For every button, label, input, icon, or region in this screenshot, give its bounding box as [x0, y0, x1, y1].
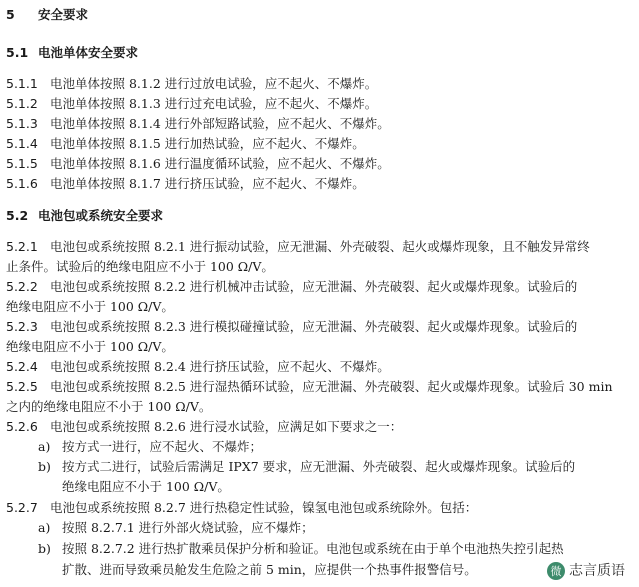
clause-text-line-2: 绝缘电阻应不小于 100 Ω/V。: [6, 299, 174, 314]
subsection-title: 电池包或系统安全要求: [38, 208, 164, 223]
clause-text-line-1: 电池包或系统按照 8.2.6 进行浸水试验，应满足如下要求之一：: [50, 419, 403, 434]
watermark-text: 志言质语: [569, 562, 625, 579]
clause-number: 5.1.6: [6, 176, 38, 191]
list-item-text-line-2: 扩散、进而导致乘员舱发生危险之前 5 min，应提供一个热事件报警信号。: [62, 562, 477, 577]
clause-number: 5.1.5: [6, 156, 38, 171]
list-item-text-line-1: 按方式二进行，试验后需满足 IPX7 要求，应无泄漏、外壳破裂、起火或爆炸现象。试验后的: [62, 459, 576, 474]
clause-number: 5.1.2: [6, 96, 38, 111]
clause-text-line-1: 电池包或系统按照 8.2.2 进行机械冲击试验，应无泄漏、外壳破裂、起火或爆炸现象。试验后的: [50, 279, 578, 294]
section-title: 安全要求: [38, 7, 89, 22]
clause-number: 5.2.6: [6, 419, 38, 434]
list-marker: a): [38, 439, 51, 454]
list-marker: a): [38, 520, 51, 535]
clause-text: 电池单体按照 8.1.4 进行外部短路试验，应不起火、不爆炸。: [50, 116, 390, 131]
clause-number: 5.2.3: [6, 319, 38, 334]
clause-text-line-1: 电池包或系统按照 8.2.1 进行振动试验，应无泄漏、外壳破裂、起火或爆炸现象，且不触发异常终: [50, 239, 590, 254]
clause-text: 电池单体按照 8.1.2 进行过放电试验，应不起火、不爆炸。: [50, 76, 378, 91]
clause-number: 5.1.3: [6, 116, 38, 131]
clause-number: 5.2.7: [6, 500, 38, 515]
list-marker: b): [38, 459, 51, 474]
list-item-text: 按照 8.2.7.1 进行外部火烧试验，应不爆炸；: [62, 520, 314, 535]
clause-text-line-1: 电池包或系统按照 8.2.5 进行湿热循环试验，应无泄漏、外壳破裂、起火或爆炸现象。试验后 30 min: [50, 379, 613, 394]
section-number: 5: [6, 7, 15, 22]
clause-text-line-1: 电池包或系统按照 8.2.7 进行热稳定性试验，镍氢电池包或系统除外。包括：: [50, 500, 478, 515]
clause-text: 电池单体按照 8.1.3 进行过充电试验，应不起火、不爆炸。: [50, 96, 378, 111]
clause-number: 5.2.1: [6, 239, 38, 254]
watermark-badge: [543, 561, 629, 581]
list-item-text: 按方式一进行，应不起火、不爆炸；: [62, 439, 263, 454]
clause-text-line-2: 止条件。试验后的绝缘电阻应不小于 100 Ω/V。: [6, 259, 274, 274]
clause-text-line-2: 之内的绝缘电阻应不小于 100 Ω/V。: [6, 399, 212, 414]
clause-number: 5.1.1: [6, 76, 38, 91]
clause-text: 电池单体按照 8.1.6 进行温度循环试验，应不起火、不爆炸。: [50, 156, 390, 171]
subsection-number: 5.2: [6, 208, 29, 223]
list-marker: b): [38, 541, 51, 556]
clause-number: 5.2.5: [6, 379, 38, 394]
list-item-text-line-2: 绝缘电阻应不小于 100 Ω/V。: [62, 479, 230, 494]
clause-text-line-1: 电池包或系统按照 8.2.4 进行挤压试验，应不起火、不爆炸。: [50, 359, 390, 374]
clause-text: 电池单体按照 8.1.7 进行挤压试验，应不起火、不爆炸。: [50, 176, 365, 191]
clause-text-line-2: 绝缘电阻应不小于 100 Ω/V。: [6, 339, 174, 354]
clause-number: 5.2.4: [6, 359, 38, 374]
subsection-number: 5.1: [6, 45, 29, 60]
clause-number: 5.2.2: [6, 279, 38, 294]
clause-text: 电池单体按照 8.1.5 进行加热试验，应不起火、不爆炸。: [50, 136, 365, 151]
clause-number: 5.1.4: [6, 136, 38, 151]
wechat-icon: 微: [547, 562, 565, 580]
list-item-text-line-1: 按照 8.2.7.2 进行热扩散乘员保护分析和验证。电池包或系统在由于单个电池热失控引起热: [62, 541, 564, 556]
clause-text-line-1: 电池包或系统按照 8.2.3 进行模拟碰撞试验，应无泄漏、外壳破裂、起火或爆炸现象。试验后的: [50, 319, 578, 334]
subsection-title: 电池单体安全要求: [38, 45, 139, 60]
